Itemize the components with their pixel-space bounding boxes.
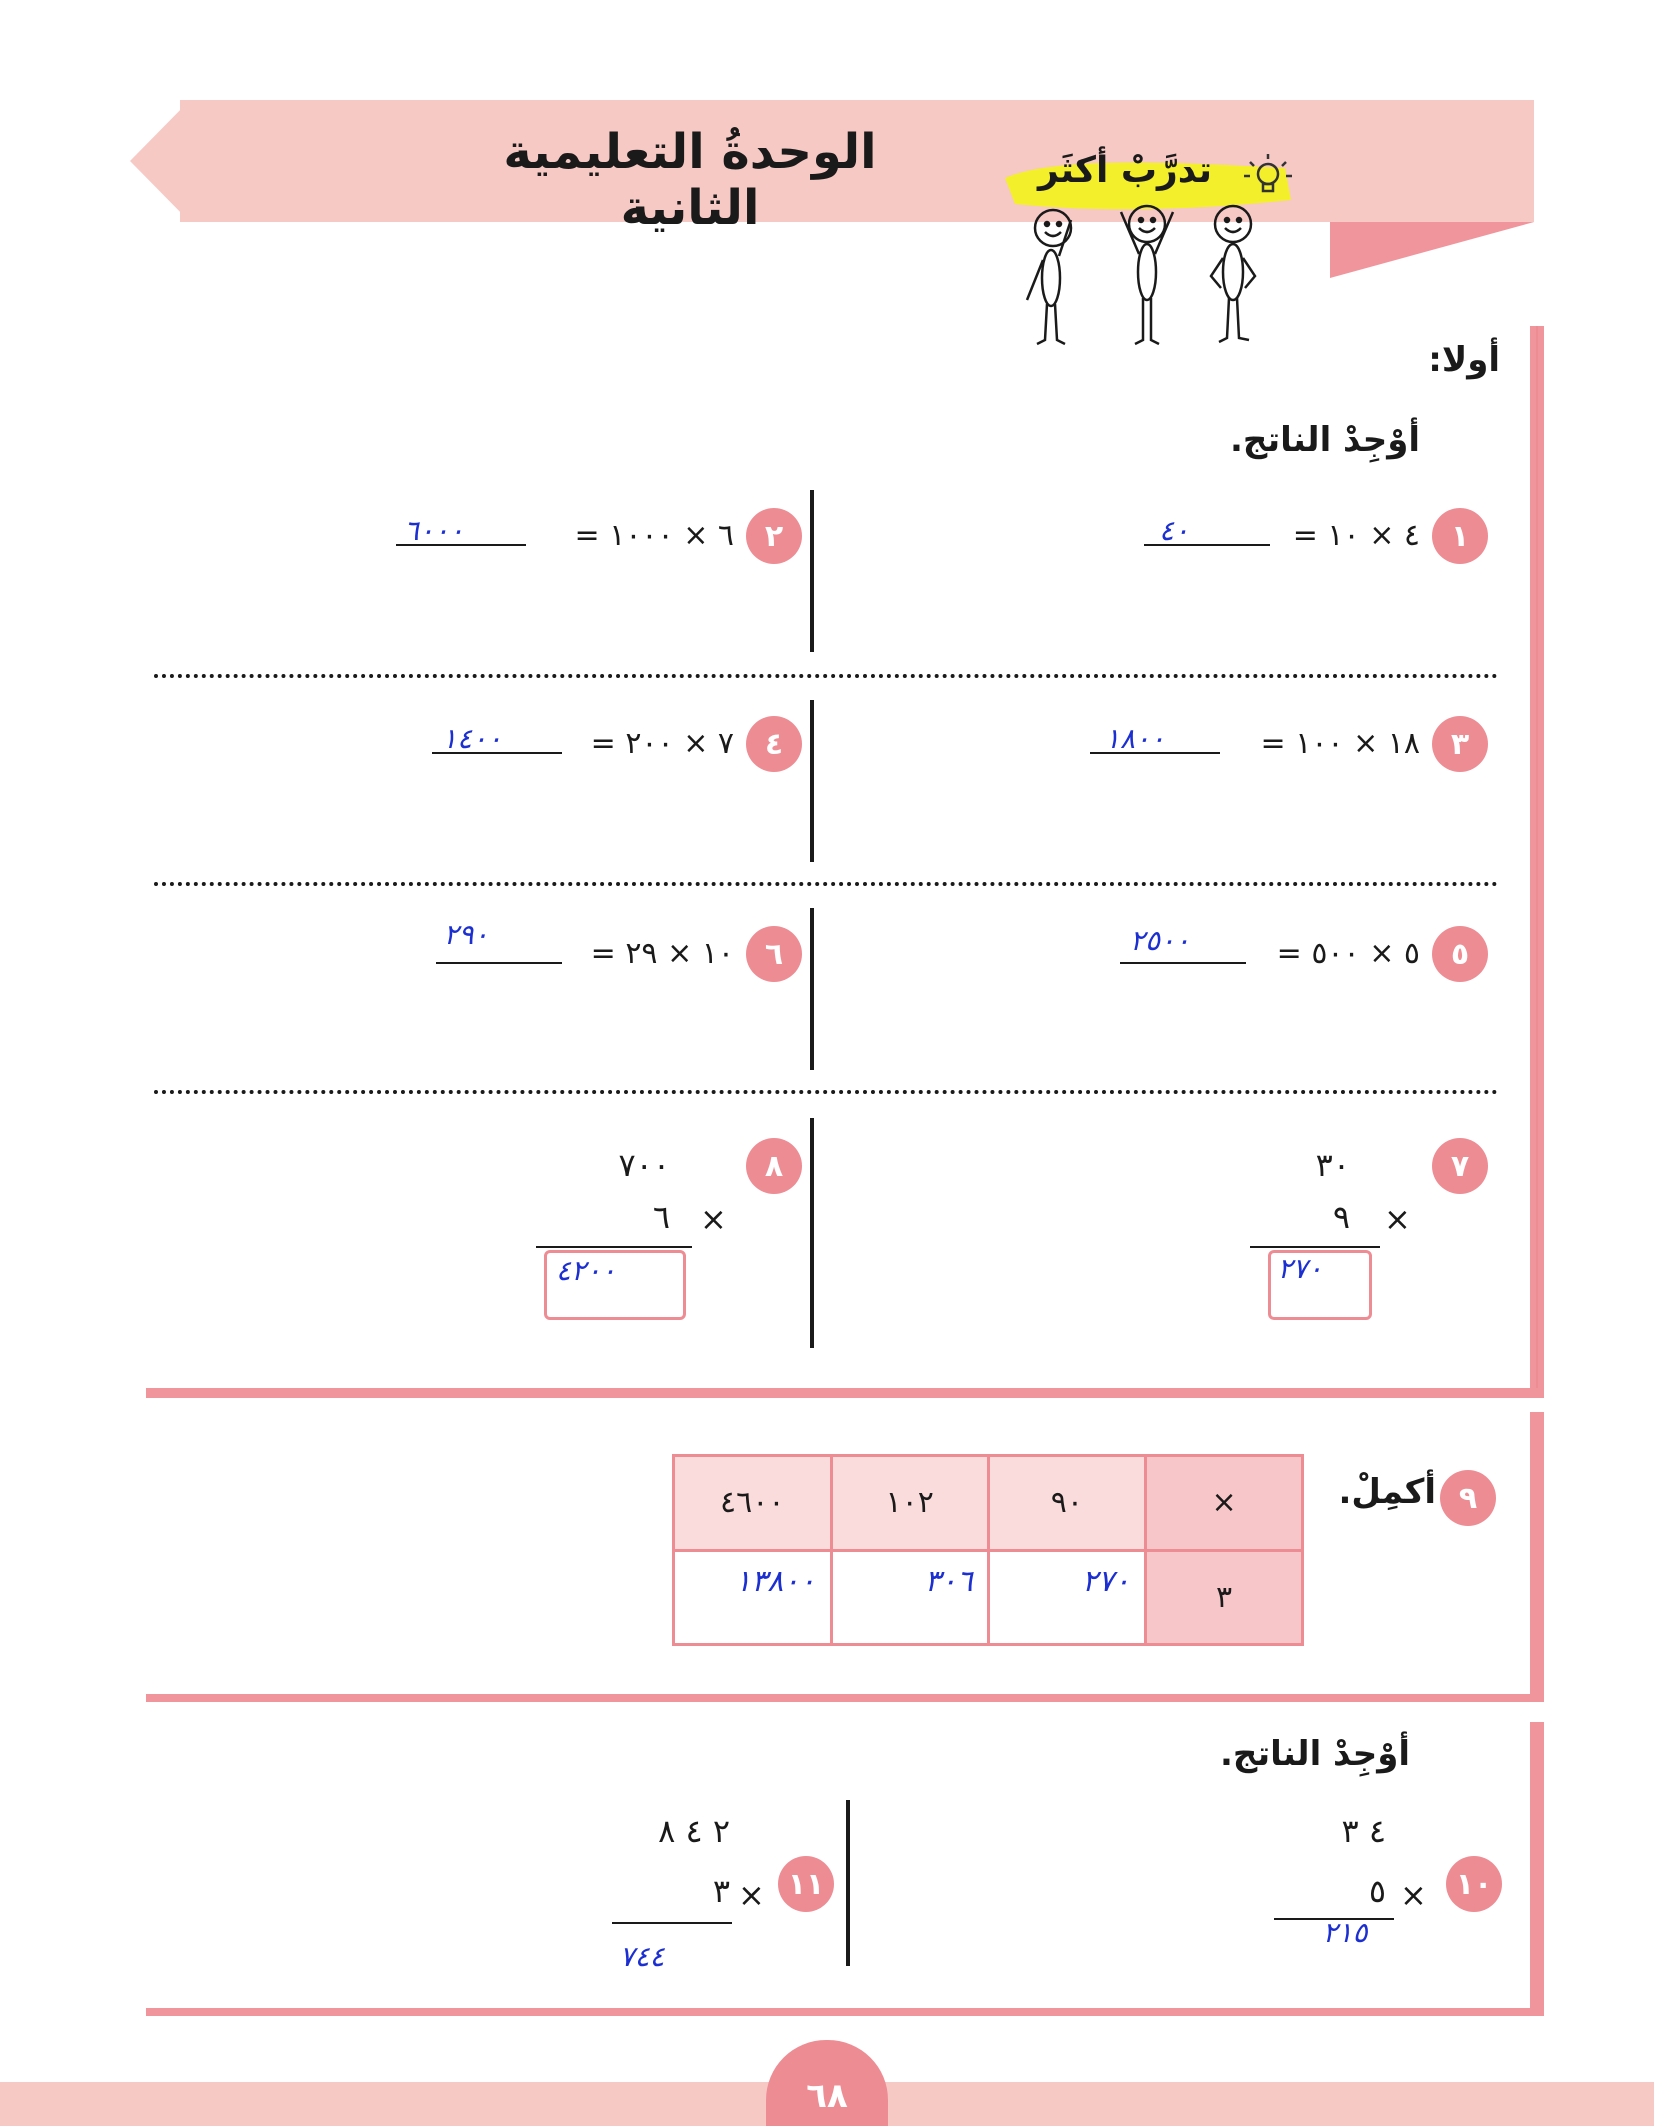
problem-number-8: ٨ [746,1138,802,1194]
problem-8-bottom: ٦ [652,1198,670,1236]
problem-11-bottom: ٣ [712,1872,730,1910]
multiply-sign-10: × [1400,1876,1427,1914]
column-divider-2 [810,700,814,862]
problem-number-4: ٤ [746,716,802,772]
answer-line-5 [1120,962,1246,964]
row-separator-1 [154,674,1498,678]
problem-number-11: ١١ [778,1856,834,1912]
answer-7: ٢٧٠ [1277,1252,1323,1285]
problem-5-expression: ٥ × ٥٠٠ = [1276,936,1420,971]
table-corner-multiply: × [1146,1456,1303,1551]
table-header-cell: ٤٦٠٠ [674,1456,832,1551]
table-header-cell: ٩٠ [988,1456,1145,1551]
table-answer-cell[interactable]: ٣٠٦ [831,1550,988,1645]
problem-11-rule [612,1922,732,1924]
problem-number-6: ٦ [746,926,802,982]
table-row-label: ٣ [1146,1550,1303,1645]
answer-4[interactable]: ١٤٠٠ [441,722,503,755]
column-divider-5 [846,1800,850,1966]
problem-8-rule [536,1246,692,1248]
problem-number-9: ٩ [1440,1470,1496,1526]
multiply-sign-11: × [738,1876,765,1914]
answer-3[interactable]: ١٨٠٠ [1104,722,1166,755]
problem-8-top: ٧٠٠ [618,1146,670,1184]
problem-3-expression: ١٨ × ١٠٠ = [1260,726,1420,761]
instruction-complete: أكمِلْ. [1338,1472,1436,1512]
section3-frame-bottom [146,2008,1544,2016]
unit-title: الوحدةُ التعليمية الثانية [503,124,877,236]
table-answer-cell[interactable]: ١٣٨٠٠ [674,1550,832,1645]
problem-11-top: ٢ ٤ ٨ [658,1812,730,1850]
answer-2[interactable]: ٦٠٠٠ [403,514,465,547]
problem-2-expression: ٦ × ١٠٠٠ = [574,518,734,553]
problem-1-expression: ٤ × ١٠ = [1292,518,1420,553]
section2-frame-bottom [146,1694,1544,1702]
answer-1[interactable]: ٤٠ [1158,514,1190,547]
problem-7-top: ٣٠ [1315,1146,1350,1184]
row-separator-2 [154,882,1498,886]
column-divider-1 [810,490,814,652]
problem-number-1: ١ [1432,508,1488,564]
answer-6[interactable]: ٢٩٠ [443,918,489,951]
problem-10-bottom: ٥ [1368,1872,1386,1910]
problem-6-expression: ١٠ × ٢٩ = [590,936,734,971]
chevron-arrows-icon [130,100,280,222]
problem-number-10: ١٠ [1446,1856,1502,1912]
problem-number-7: ٧ [1432,1138,1488,1194]
section-intro: أولا: [1428,340,1500,380]
problem-7-bottom: ٩ [1332,1198,1350,1236]
row-separator-3 [154,1090,1498,1094]
answer-10[interactable]: ٢١٥ [1322,1916,1368,1949]
section1-frame-bottom [146,1388,1544,1398]
table-answer-cell[interactable]: ٢٧٠ [988,1550,1145,1645]
problem-4-expression: ٧ × ٢٠٠ = [590,726,734,761]
instruction-find-product: أوْجِدْ الناتج. [1229,420,1420,460]
banner-flap [1330,222,1534,278]
column-divider-3 [810,908,814,1070]
answer-11[interactable]: ٧٤٤ [619,1940,665,1973]
instruction-find-product-2: أوْجِدْ الناتج. [1219,1734,1410,1774]
section1-frame-right-thin [1536,326,1538,1396]
multiply-sign-8: × [700,1200,727,1238]
section3-frame-right [1530,1722,1544,2016]
practice-more-label: تدرَّبْ أكثَر [1037,150,1213,191]
table-header-cell: ١٠٢ [831,1456,988,1551]
column-divider-4 [810,1118,814,1348]
page-number: ٦٨ [806,2076,848,2116]
problem-7-rule [1250,1246,1380,1248]
problem-number-5: ٥ [1432,926,1488,982]
section2-frame-right [1530,1412,1544,1702]
multiply-sign-7: × [1384,1200,1411,1238]
stick-figures-illustration [1015,200,1295,352]
answer-5[interactable]: ٢٥٠٠ [1129,924,1191,957]
answer-8: ٤٢٠٠ [555,1254,617,1287]
problem-number-2: ٢ [746,508,802,564]
problem-number-3: ٣ [1432,716,1488,772]
problem-10-top: ٤ ٣ [1341,1812,1386,1850]
multiplication-table [672,1454,1304,1646]
answer-line-6 [436,962,562,964]
lightbulb-icon [1240,150,1296,206]
